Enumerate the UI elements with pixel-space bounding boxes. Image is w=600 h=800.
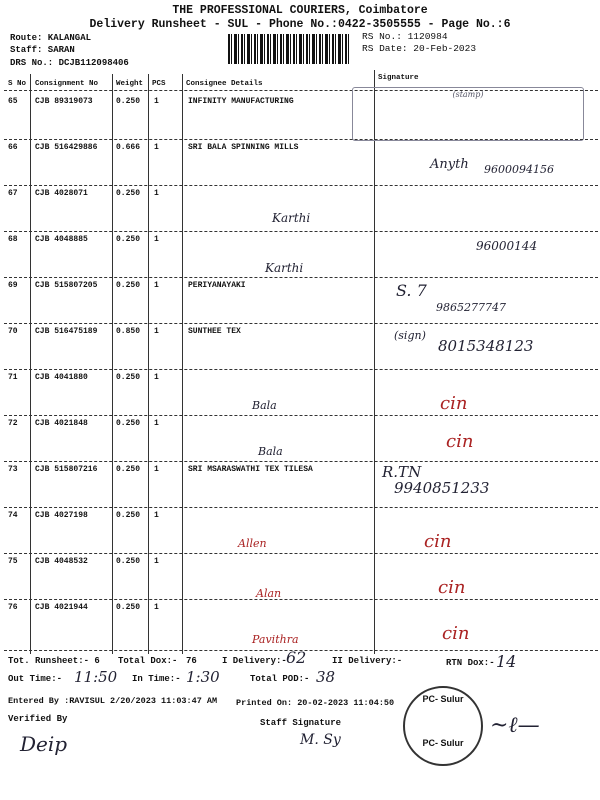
col-consignee: Consignee Details xyxy=(186,80,263,88)
row-pcs: 1 xyxy=(154,373,159,382)
table-row xyxy=(0,327,600,373)
row-sign: Karthi xyxy=(265,261,304,275)
in-time-value: 1:30 xyxy=(186,668,220,686)
row-sign: Allen xyxy=(238,537,267,550)
row-mark: cin xyxy=(438,577,466,598)
rtn-dox-value: 14 xyxy=(496,652,517,671)
row-sno: 66 xyxy=(8,143,18,152)
total-dox-value: 76 xyxy=(186,656,197,666)
table-row xyxy=(0,465,600,511)
row-pcs: 1 xyxy=(154,97,159,106)
runsheet-title: THE PROFESSIONAL COURIERS, Coimbatore xyxy=(172,4,428,17)
row-weight: 0.250 xyxy=(116,465,141,474)
table-row xyxy=(0,419,600,465)
row-weight: 0.250 xyxy=(116,97,141,106)
table-row xyxy=(0,189,600,235)
stamp-signature-scribble: ~ℓ— xyxy=(490,713,540,738)
row-mark: cin xyxy=(442,623,470,644)
row-weight: 0.250 xyxy=(116,281,141,290)
tot-runsheet: Tot. Runsheet:- 6 xyxy=(8,656,100,666)
row-weight: 0.666 xyxy=(116,143,141,152)
row-phone: 9940851233 xyxy=(394,479,490,497)
row-sign: S. 7 xyxy=(396,281,427,300)
pc-sulur-stamp xyxy=(403,686,483,766)
barcode xyxy=(228,34,350,64)
row-consignment: CJB 4028071 xyxy=(35,189,88,198)
row-consignment: CJB 516475189 xyxy=(35,327,98,336)
total-pod-label: Total POD:- xyxy=(250,674,310,684)
verified-by-label: Verified By xyxy=(8,714,68,724)
row-sno: 69 xyxy=(8,281,18,290)
row-sign: Karthi xyxy=(272,211,311,225)
table-row xyxy=(0,603,600,649)
row-pcs: 1 xyxy=(154,557,159,566)
row-consignee: PERIYANAYAKI xyxy=(188,281,246,290)
rtn-dox-label: RTN Dox:- xyxy=(446,658,495,668)
table-row xyxy=(0,281,600,327)
row-pcs: 1 xyxy=(154,327,159,336)
row-sign: Alan xyxy=(256,587,282,600)
row-phone: 9865277747 xyxy=(436,301,506,314)
row-mark: cin xyxy=(446,431,474,452)
row-sno: 74 xyxy=(8,511,18,520)
row-weight: 0.250 xyxy=(116,557,141,566)
verified-signature: Deip xyxy=(20,732,68,756)
col-consignment: Consignment No xyxy=(35,80,99,88)
row-weight: 0.250 xyxy=(116,511,141,520)
row-consignment: CJB 4027198 xyxy=(35,511,88,520)
row-consignment: CJB 4021944 xyxy=(35,603,88,612)
table-row xyxy=(0,557,600,603)
row-consignment: CJB 89319073 xyxy=(35,97,93,106)
row-divider xyxy=(4,277,598,278)
col-signature: Signature xyxy=(378,74,419,82)
row-phone: 96000144 xyxy=(476,239,538,253)
in-time-label: In Time:- xyxy=(132,674,181,684)
entered-by: Entered By :RAVISUL 2/20/2023 11:03:47 AM xyxy=(8,696,218,706)
row-sno: 72 xyxy=(8,419,18,428)
row-divider xyxy=(4,461,598,462)
row-sno: 75 xyxy=(8,557,18,566)
row-sign: Bala xyxy=(252,399,277,412)
row-divider xyxy=(4,553,598,554)
row-sign: Bala xyxy=(258,445,283,458)
row-pcs: 1 xyxy=(154,235,159,244)
table-row xyxy=(0,235,600,281)
row-consignee: INFINITY MANUFACTURING xyxy=(188,97,294,106)
row-mark: cin xyxy=(440,393,468,414)
row-divider xyxy=(4,231,598,232)
total-dox-label: Total Dox:- xyxy=(118,656,178,666)
route-label: Route: KALANGAL xyxy=(10,33,92,43)
col-weight: Weight xyxy=(116,80,144,88)
row-sno: 70 xyxy=(8,327,18,336)
row-sign: (sign) xyxy=(394,329,426,342)
rs-date: RS Date: 20-Feb-2023 xyxy=(362,43,477,54)
row-consignment: CJB 515807216 xyxy=(35,465,98,474)
row-divider xyxy=(4,415,598,416)
stamp-top-text: PC- Sulur xyxy=(422,694,464,704)
company-stamp xyxy=(352,87,584,141)
row-consignee: SRI BALA SPINNING MILLS xyxy=(188,143,299,152)
row-sno: 65 xyxy=(8,97,18,106)
runsheet-subtitle: Delivery Runsheet - SUL - Phone No.:0422-3505555 - Page No.:6 xyxy=(89,18,511,31)
row-pcs: 1 xyxy=(154,419,159,428)
row-sign: (stamp) xyxy=(452,90,484,99)
row-weight: 0.250 xyxy=(116,189,141,198)
row-sign: Anyth xyxy=(430,157,469,172)
row-sno: 76 xyxy=(8,603,18,612)
row-sign: Pavithra xyxy=(252,633,299,646)
row-sign: R.TN xyxy=(382,463,422,481)
row-sno: 73 xyxy=(8,465,18,474)
ii-delivery-label: II Delivery:- xyxy=(332,656,403,666)
row-consignment: CJB 4021848 xyxy=(35,419,88,428)
out-time-value: 11:50 xyxy=(74,668,118,686)
printed-on: Printed On: 20-02-2023 11:04:50 xyxy=(236,698,395,708)
staff-label: Staff: SARAN xyxy=(10,45,75,55)
row-pcs: 1 xyxy=(154,143,159,152)
row-pcs: 1 xyxy=(154,281,159,290)
row-divider xyxy=(4,185,598,186)
stamp-bottom-text: PC- Sulur xyxy=(422,738,464,748)
row-pcs: 1 xyxy=(154,465,159,474)
row-weight: 0.850 xyxy=(116,327,141,336)
drs-number: DRS No.: DCJB112098406 xyxy=(10,58,129,68)
row-divider xyxy=(4,507,598,508)
row-consignee: SRI MSARASWATHI TEX TILESA xyxy=(188,465,313,474)
table-row xyxy=(0,143,600,189)
table-row xyxy=(0,373,600,419)
row-pcs: 1 xyxy=(154,603,159,612)
row-pcs: 1 xyxy=(154,511,159,520)
row-weight: 0.250 xyxy=(116,373,141,382)
row-pcs: 1 xyxy=(154,189,159,198)
row-consignment: CJB 516429886 xyxy=(35,143,98,152)
row-consignment: CJB 4041880 xyxy=(35,373,88,382)
row-weight: 0.250 xyxy=(116,235,141,244)
row-consignment: CJB 515807205 xyxy=(35,281,98,290)
row-sno: 68 xyxy=(8,235,18,244)
out-time-label: Out Time:- xyxy=(8,674,63,684)
row-divider xyxy=(4,323,598,324)
col-pcs: PCS xyxy=(152,80,166,88)
table-row xyxy=(0,511,600,557)
row-divider xyxy=(4,139,598,140)
row-divider xyxy=(4,599,598,600)
i-delivery-label: I Delivery:- xyxy=(222,656,287,666)
col-sno: S No xyxy=(8,80,27,88)
i-delivery-value: 62 xyxy=(286,648,307,667)
row-consignee: SUNTHEE TEX xyxy=(188,327,241,336)
row-sno: 67 xyxy=(8,189,18,198)
row-phone: 9600094156 xyxy=(484,163,554,176)
staff-signature: M. Sy xyxy=(300,732,341,748)
row-divider xyxy=(4,369,598,370)
row-consignment: CJB 4048532 xyxy=(35,557,88,566)
row-sno: 71 xyxy=(8,373,18,382)
total-pod-value: 38 xyxy=(316,668,336,686)
staff-signature-label: Staff Signature xyxy=(260,718,342,728)
rs-number: RS No.: 1120984 xyxy=(362,31,448,42)
table-row xyxy=(0,90,600,143)
row-consignment: CJB 4048885 xyxy=(35,235,88,244)
row-weight: 0.250 xyxy=(116,603,141,612)
row-mark: cin xyxy=(424,531,452,552)
row-phone: 8015348123 xyxy=(438,337,534,355)
row-weight: 0.250 xyxy=(116,419,141,428)
